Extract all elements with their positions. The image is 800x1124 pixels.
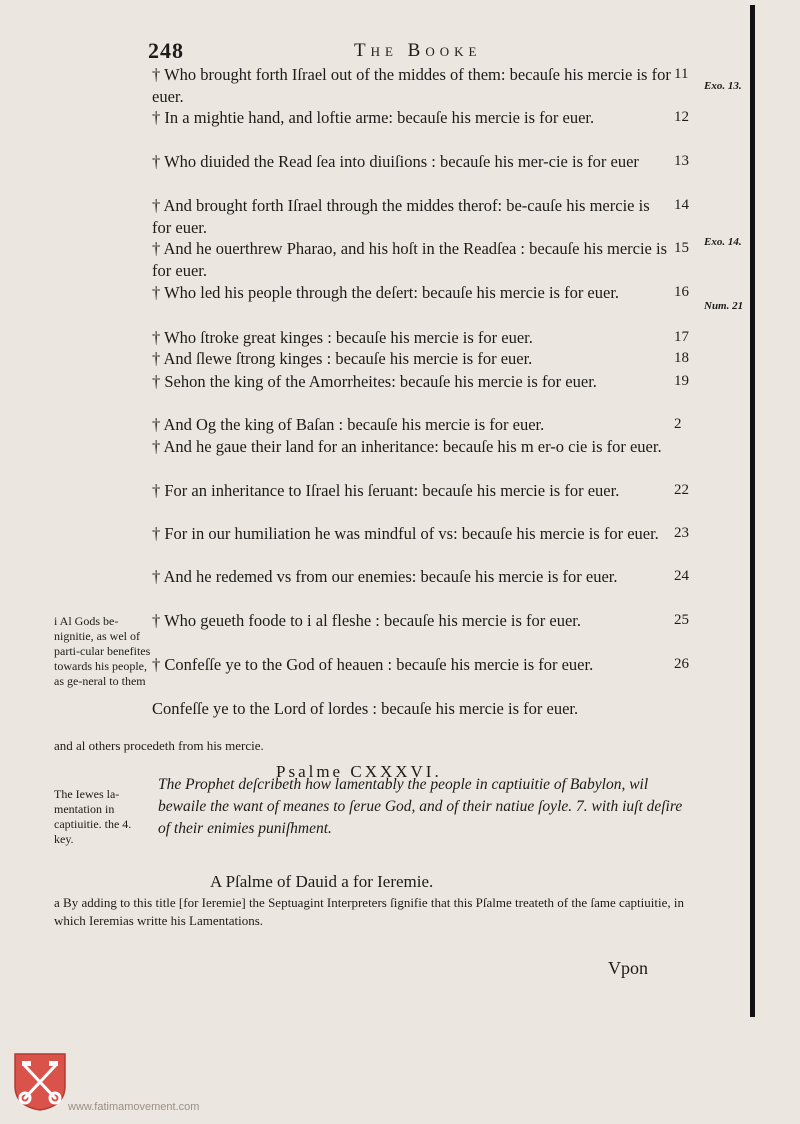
verse-text: † And he ouerthrew Pharao, and his hoſt in the Readſea : becauſe his mercie is for euer. <box>152 239 668 280</box>
verse-text: † Who geueth foode to i al fleshe : becauſe his mercie is for euer. <box>152 611 581 630</box>
verse-17 <box>152 327 692 349</box>
verse-26 <box>152 654 692 676</box>
verse-text: Confeſſe ye to the Lord of lordes : becauſe his mercie is for euer. <box>152 699 579 718</box>
verse-number: 14 <box>674 197 689 213</box>
verse-25 <box>152 610 692 632</box>
argument-margin-note: The Iewes la-mentation in captiuitie. the 4. key. <box>54 787 132 846</box>
verse-text: † And ſlewe ſtrong kinges : becauſe his mercie is for euer. <box>152 349 533 368</box>
verse-number: 22 <box>674 482 689 498</box>
verse-number: 24 <box>674 568 689 584</box>
verse-24 <box>152 566 692 588</box>
psalm-heading: Psalme CXXXVI. <box>276 762 442 781</box>
verse-11 <box>152 64 692 107</box>
margin-note-continuation: and al others procedeth from his mercie. <box>54 738 264 753</box>
catchword: Vpon <box>608 958 648 978</box>
verse-22 <box>152 480 692 502</box>
margin-reference-exodus-13: Exo. 13. <box>704 80 742 92</box>
margin-note-benignitie: i Al Gods be-nignitie, as wel of parti-cular benefites towards his people, as ge-neral to them <box>54 614 151 688</box>
verse-14 <box>152 195 692 238</box>
verse-19 <box>152 371 692 393</box>
running-title: The Booke <box>354 40 482 61</box>
right-margin-rule <box>750 5 755 1017</box>
verse-21 <box>152 436 692 458</box>
verse-27 <box>152 698 692 720</box>
verse-number: 25 <box>674 612 689 628</box>
verse-number: 16 <box>674 284 689 300</box>
verse-number: 26 <box>674 656 689 672</box>
verse-text: † For in our humiliation he was mindful of vs: becauſe his mercie is for euer. <box>152 524 659 543</box>
verse-text: † Who led his people through the deſert: becauſe his mercie is for euer. <box>152 283 620 302</box>
verse-text: † Sehon the king of the Amorrheites: becauſe his mercie is for euer. <box>152 372 597 391</box>
verse-text: † And Og the king of Baſan : becauſe his mercie is for euer. <box>152 415 545 434</box>
verse-number: 2 <box>674 416 682 432</box>
verse-20 <box>152 414 692 436</box>
verse-text: † And he gaue their land for an inheritance: becauſe his m er-o cie is for euer. <box>152 437 662 456</box>
margin-reference-exodus-14: Exo. 14. <box>704 236 742 248</box>
verse-number: 11 <box>674 66 689 82</box>
verse-text: † Who ſtroke great kinges : becauſe his mercie is for euer. <box>152 328 533 347</box>
verse-18 <box>152 348 692 370</box>
verse-text: † Who brought forth Iſrael out of the middes of them: becauſe his mercie is for euer. <box>152 65 671 106</box>
verse-16 <box>152 282 692 304</box>
psalm-title: A Pſalme of Dauid a for Ieremie. <box>210 872 434 891</box>
verse-number: 19 <box>674 373 689 389</box>
verse-text: † And he redemed vs from our enemies: becauſe his mercie is for euer. <box>152 567 618 586</box>
margin-reference-numbers-21: Num. 21 <box>704 300 744 312</box>
verse-number: 18 <box>674 350 689 366</box>
verse-number: 23 <box>674 525 689 541</box>
verse-number: 15 <box>674 240 689 256</box>
footnote-a: a By adding to this title [for Ieremie] the Septuagint Interpreters ſignifie that this Pſalme treateth of the ſame captiuitie, in which Ieremias writte his Lamentations. <box>54 895 684 928</box>
verse-12 <box>152 107 692 129</box>
verse-13 <box>152 151 692 173</box>
verse-text: † For an inheritance to Iſrael his ſeruant: becauſe his mercie is for euer. <box>152 481 620 500</box>
verse-text: † Confeſſe ye to the God of heauen : becauſe his mercie is for euer. <box>152 655 594 674</box>
running-head <box>148 38 558 64</box>
verse-number: 17 <box>674 329 689 345</box>
verse-text: † In a mightie hand, and loftie arme: becauſe his mercie is for euer. <box>152 108 595 127</box>
papal-keys-seal-icon <box>13 1052 67 1112</box>
page-number: 248 <box>148 38 184 63</box>
verse-number: 13 <box>674 153 689 169</box>
psalm-argument: The Prophet deſcribeth how lamentably the people in captiuitie of Babylon, wil bewaile the want of meanes to ſerue God, and of their natiue ſoyle. 7. with iuſt deſire of their enimies puniſhment. <box>158 776 683 837</box>
verse-15 <box>152 238 692 281</box>
verse-23 <box>152 523 692 545</box>
watermark-url: www.fatimamovement.com <box>68 1101 200 1113</box>
verse-text: † Who diuided the Read ſea into diuiſions : becauſe his mer-cie is for euer <box>152 152 639 171</box>
verse-number: 12 <box>674 109 689 125</box>
verse-text: † And brought forth Iſrael through the middes therof: be-cauſe his mercie is for euer. <box>152 196 650 237</box>
